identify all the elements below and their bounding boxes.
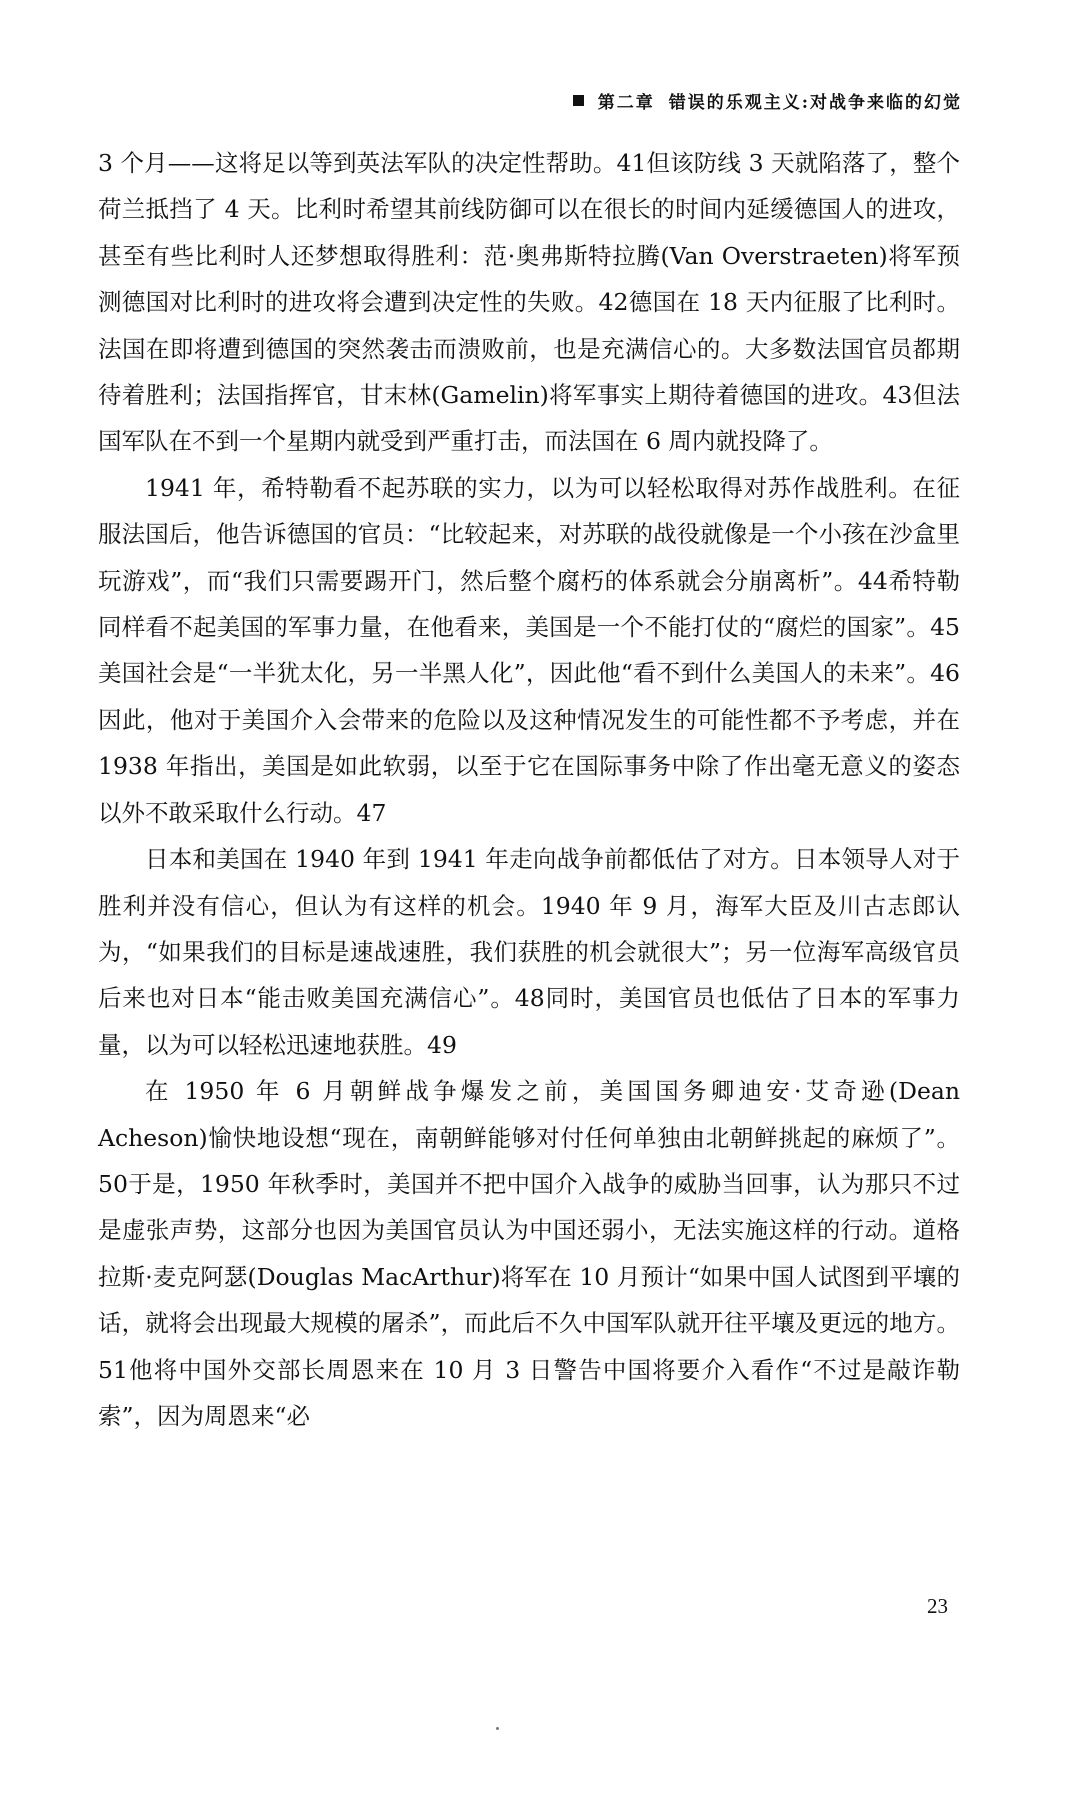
paragraph-2: 1941 年，希特勒看不起苏联的实力，以为可以轻松取得对苏作战胜利。在征服法国后，他告诉德国的官员：“比较起来，对苏联的战役就像是一个小孩在沙盒里玩游戏”，而“我们只需要踢开门，然后整个腐朽的体系就会分崩离析”。44希特勒同样看不起美国的军事力量，在他看来，美国是一个不能打仗的“腐烂的国家”。45美国社会是“一半犹太化，另一半黑人化”，因此他“看不到什么美国人的未来”。46因此，他对于美国介入会带来的危险以及这种情况发生的可能性都不予考虑，并在 1938 年指出，美国是如此软弱，以至于它在国际事务中除了作出毫无意义的姿态以外不敢采取什么行动。47 bbox=[98, 473, 960, 827]
scan-speck bbox=[496, 1727, 499, 1730]
page-number: 23 bbox=[927, 1594, 948, 1618]
paragraph-4: 在 1950 年 6 月朝鲜战争爆发之前，美国国务卿迪安·艾奇逊(Dean Acheson)愉快地设想“现在，南朝鲜能够对付任何单独由北朝鲜挑起的麻烦了”。50于是，1950 年秋季时，美国并不把中国介入战争的威胁当回事，认为那只不过是虚张声势，这部分也因为美国官员认为中国还弱小，无法实施这样的行动。道格拉斯·麦克阿瑟(Douglas MacArthur)将军在 10 月预计“如果中国人试图到平壤的话，就将会出现最大规模的屠杀”，而此后不久中国军队就开往平壤及更远的地方。51他将中国外交部长周恩来在 10 月 3 日警告中国将要介入看作“不过是敲诈勒索”，因为周恩来“必 bbox=[98, 1077, 960, 1430]
chapter-label: 第二章 bbox=[597, 93, 655, 113]
paragraph-1: 3 个月——这将足以等到英法军队的决定性帮助。41但该防线 3 天就陷落了，整个荷兰抵挡了 4 天。比利时希望其前线防御可以在很长的时间内延缓德国人的进攻，甚至有些比利时人还梦想取得胜利：范·奥弗斯特拉腾(Van Overstraeten)将军预测德国对比利时的进攻将会遭到决定性的失败。42德国在 18 天内征服了比利时。法国在即将遭到德国的突然袭击而溃败前，也是充满信心的。大多数法国官员都期待着胜利；法国指挥官，甘末林(Gamelin)将军事实上期待着德国的进攻。43但法国军队在不到一个星期内就受到严重打击，而法国在 6 周内就投降了。 bbox=[98, 149, 960, 456]
header-square-icon bbox=[573, 95, 584, 106]
text-body bbox=[98, 140, 960, 1439]
running-head bbox=[573, 88, 962, 113]
chapter-title: 错误的乐观主义:对战争来临的幻觉 bbox=[668, 93, 962, 113]
paragraph-3: 日本和美国在 1940 年到 1941 年走向战争前都低估了对方。日本领导人对于胜利并没有信心，但认为有这样的机会。1940 年 9 月，海军大臣及川古志郎认为，“如果我们的目标是速战速胜，我们获胜的机会就很大”；另一位海军高级官员后来也对日本“能击败美国充满信心”。48同时，美国官员也低估了日本的军事力量，以为可以轻松迅速地获胜。49 bbox=[98, 845, 960, 1059]
